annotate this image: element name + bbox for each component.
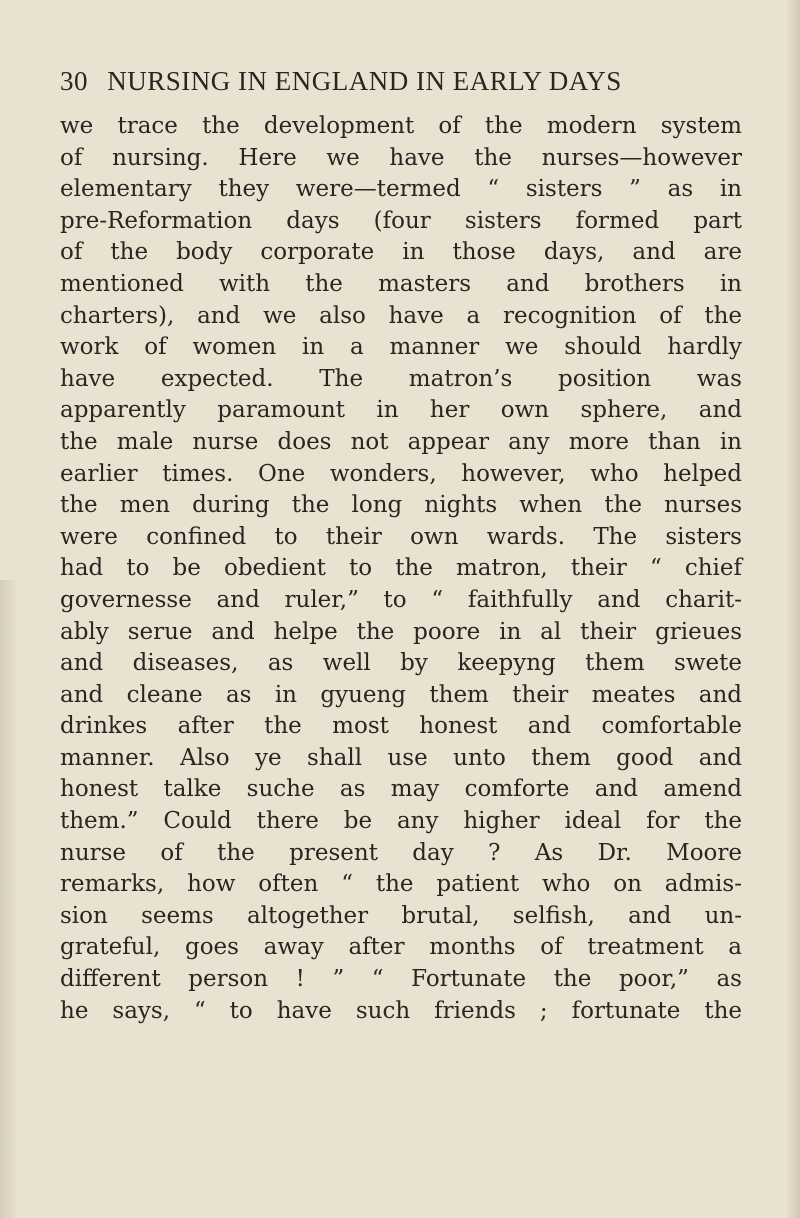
text-line: earlier times. One wonders, however, who helped	[60, 460, 742, 487]
text-line: pre-Reformation days (four sisters formed part	[60, 207, 742, 234]
text-line: had to be obedient to the matron, their “ chief	[60, 555, 742, 582]
text-line: governesse and ruler,” to “ faithfully and charit-	[60, 586, 742, 613]
text-line: honest talke suche as may comforte and amend	[60, 776, 742, 803]
text-line: work of women in a manner we should hardly	[60, 334, 742, 361]
page-number: 30	[60, 66, 88, 96]
text-line: grateful, goes away after months of treatment a	[60, 934, 742, 961]
text-line: he says, “ to have such friends ; fortunate the	[60, 997, 742, 1024]
running-title: NURSING IN ENGLAND IN EARLY DAYS	[107, 66, 622, 96]
text-line: nurse of the present day ? As Dr. Moore	[60, 839, 742, 866]
text-line: elementary they were—termed “ sisters ” as in	[60, 176, 742, 203]
text-line: and diseases, as well by keepyng them swete	[60, 650, 742, 677]
text-line: were confined to their own wards. The sisters	[60, 523, 742, 550]
text-line: the male nurse does not appear any more than in	[60, 428, 742, 455]
text-line: of the body corporate in those days, and are	[60, 239, 742, 266]
text-line: remarks, how often “ the patient who on admis-	[60, 871, 742, 898]
page-gutter-shadow	[0, 580, 18, 1218]
text-line: apparently paramount in her own sphere, and	[60, 397, 742, 424]
text-line: ably serue and helpe the poore in al their grieues	[60, 618, 742, 645]
text-line: have expected. The matron’s position was	[60, 365, 742, 392]
text-line: sion seems altogether brutal, selfish, and un-	[60, 902, 742, 929]
page-edge-shadow	[786, 0, 800, 1218]
text-line: manner. Also ye shall use unto them good and	[60, 744, 742, 771]
text-line: different person ! ” “ Fortunate the poor,” as	[60, 966, 742, 993]
text-line: of nursing. Here we have the nurses—however	[60, 144, 742, 171]
text-line: mentioned with the masters and brothers in	[60, 270, 742, 297]
text-line: charters), and we also have a recognition of the	[60, 302, 742, 329]
text-line: we trace the development of the modern system	[60, 113, 742, 139]
running-header	[60, 66, 750, 97]
body-paragraph	[60, 111, 742, 1027]
text-line: them.” Could there be any higher ideal for the	[60, 808, 742, 835]
text-line: the men during the long nights when the nurses	[60, 492, 742, 519]
text-line: drinkes after the most honest and comfortable	[60, 713, 742, 740]
text-line: and cleane as in gyueng them their meates and	[60, 681, 742, 708]
